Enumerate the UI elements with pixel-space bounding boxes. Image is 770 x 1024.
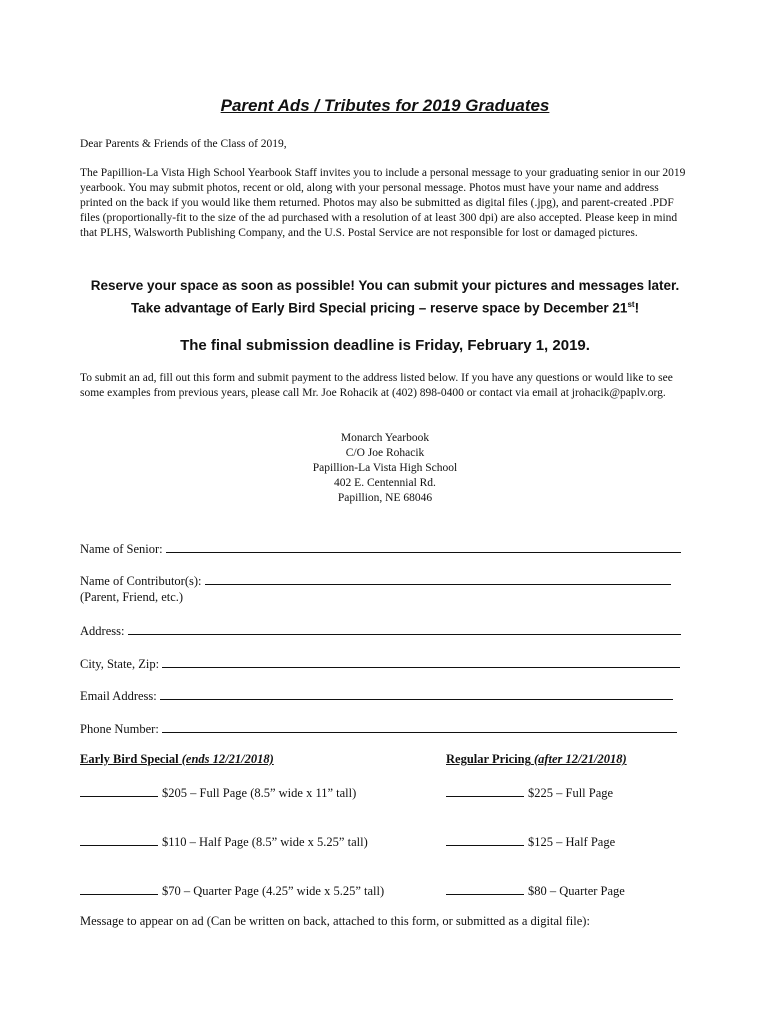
contributor-row bbox=[80, 572, 690, 589]
early-full-page-blank[interactable] bbox=[80, 784, 158, 797]
early-bird-heading-text: Early Bird Special bbox=[80, 752, 179, 766]
instructions-paragraph: To submit an ad, fill out this form and submit payment to the address listed below. If you have any questions or would like to see some examples from previous years, please call Mr. Joe Rohacik at (402) 898-0400 or contact via email at jrohacik@paplv.org. bbox=[80, 372, 673, 399]
regular-quarter-page-blank[interactable] bbox=[446, 882, 524, 895]
regular-heading-text: Regular Pricing bbox=[446, 752, 531, 766]
early-quarter-page-label: $70 – Quarter Page (4.25” wide x 5.25” tall) bbox=[162, 884, 385, 898]
early-bird-heading bbox=[80, 752, 274, 767]
senior-name-field[interactable] bbox=[166, 540, 681, 553]
contributor-label: Name of Contributor(s): bbox=[80, 574, 202, 588]
address-field[interactable] bbox=[128, 622, 681, 635]
senior-name-label: Name of Senior: bbox=[80, 542, 163, 556]
regular-half-page-label: $125 – Half Page bbox=[528, 835, 616, 849]
early-quarter-page-blank[interactable] bbox=[80, 882, 158, 895]
regular-half-page-blank[interactable] bbox=[446, 833, 524, 846]
reserve-callout bbox=[0, 276, 770, 318]
regular-quarter-page-option bbox=[446, 882, 625, 899]
senior-name-row bbox=[80, 540, 690, 557]
email-row bbox=[80, 687, 690, 704]
early-bird-line-end: ! bbox=[634, 300, 640, 316]
page-title: Parent Ads / Tributes for 2019 Graduates bbox=[220, 96, 550, 115]
regular-half-page-option bbox=[446, 833, 615, 850]
regular-quarter-page-label: $80 – Quarter Page bbox=[528, 884, 625, 898]
regular-heading-note: (after 12/21/2018) bbox=[533, 752, 627, 766]
city-row bbox=[80, 655, 690, 672]
city-field[interactable] bbox=[162, 655, 680, 668]
address-row bbox=[80, 622, 690, 639]
phone-field[interactable] bbox=[162, 720, 677, 733]
early-bird-line-text: Take advantage of Early Bird Special pricing – reserve space by December 21 bbox=[130, 300, 628, 316]
address-line: Papillion, NE 68046 bbox=[337, 492, 433, 504]
regular-full-page-blank[interactable] bbox=[446, 784, 524, 797]
regular-full-page-label: $225 – Full Page bbox=[528, 786, 614, 800]
early-bird-heading-note: (ends 12/21/2018) bbox=[181, 752, 274, 766]
address-line: Papillion-La Vista High School bbox=[312, 462, 458, 474]
phone-row bbox=[80, 720, 690, 737]
city-label: City, State, Zip: bbox=[80, 657, 160, 671]
mailing-address bbox=[0, 431, 770, 506]
regular-full-page-option bbox=[446, 784, 613, 801]
contributor-field[interactable] bbox=[205, 572, 671, 585]
early-full-page-option bbox=[80, 784, 356, 801]
early-half-page-label: $110 – Half Page (8.5” wide x 5.25” tall) bbox=[162, 835, 368, 849]
early-full-page-label: $205 – Full Page (8.5” wide x 11” tall) bbox=[162, 786, 357, 800]
address-label: Address: bbox=[80, 624, 125, 638]
early-half-page-blank[interactable] bbox=[80, 833, 158, 846]
early-bird-line bbox=[0, 295, 770, 318]
reserve-line: Reserve your space as soon as possible! You can submit your pictures and messages later. bbox=[90, 278, 680, 293]
regular-pricing-heading bbox=[446, 752, 627, 767]
early-quarter-page-option bbox=[80, 882, 384, 899]
deadline-notice: The final submission deadline is Friday, February 1, 2019. bbox=[180, 337, 590, 354]
message-label: Message to appear on ad (Can be written on back, attached to this form, or submitted as a digital file): bbox=[80, 914, 590, 928]
contributor-note: (Parent, Friend, etc.) bbox=[80, 590, 184, 604]
email-label: Email Address: bbox=[80, 689, 157, 703]
address-line: Monarch Yearbook bbox=[340, 432, 430, 444]
address-line: 402 E. Centennial Rd. bbox=[334, 477, 436, 489]
email-field[interactable] bbox=[160, 687, 673, 700]
address-line: C/O Joe Rohacik bbox=[345, 447, 425, 459]
intro-paragraph: The Papillion-La Vista High School Yearbook Staff invites you to include a personal message to your graduating senior in our 2019 yearbook. You may submit photos, recent or old, along with your personal message. Photos must have your name and address printed on the back if you would like them returned. Photos may also be submitted as digital files (.jpg), and parent-created .PDF files (proportionally-fit to the size of the ad purchased with a resolution of at least 300 dpi) are also accepted. Please keep in mind that PLHS, Walsworth Publishing Company, and the U.S. Postal Service are not responsible for lost or damaged pictures. bbox=[80, 167, 686, 239]
phone-label: Phone Number: bbox=[80, 722, 159, 736]
early-half-page-option bbox=[80, 833, 368, 850]
early-bird-line-sup: st bbox=[627, 300, 635, 309]
salutation: Dear Parents & Friends of the Class of 2019, bbox=[80, 138, 287, 150]
